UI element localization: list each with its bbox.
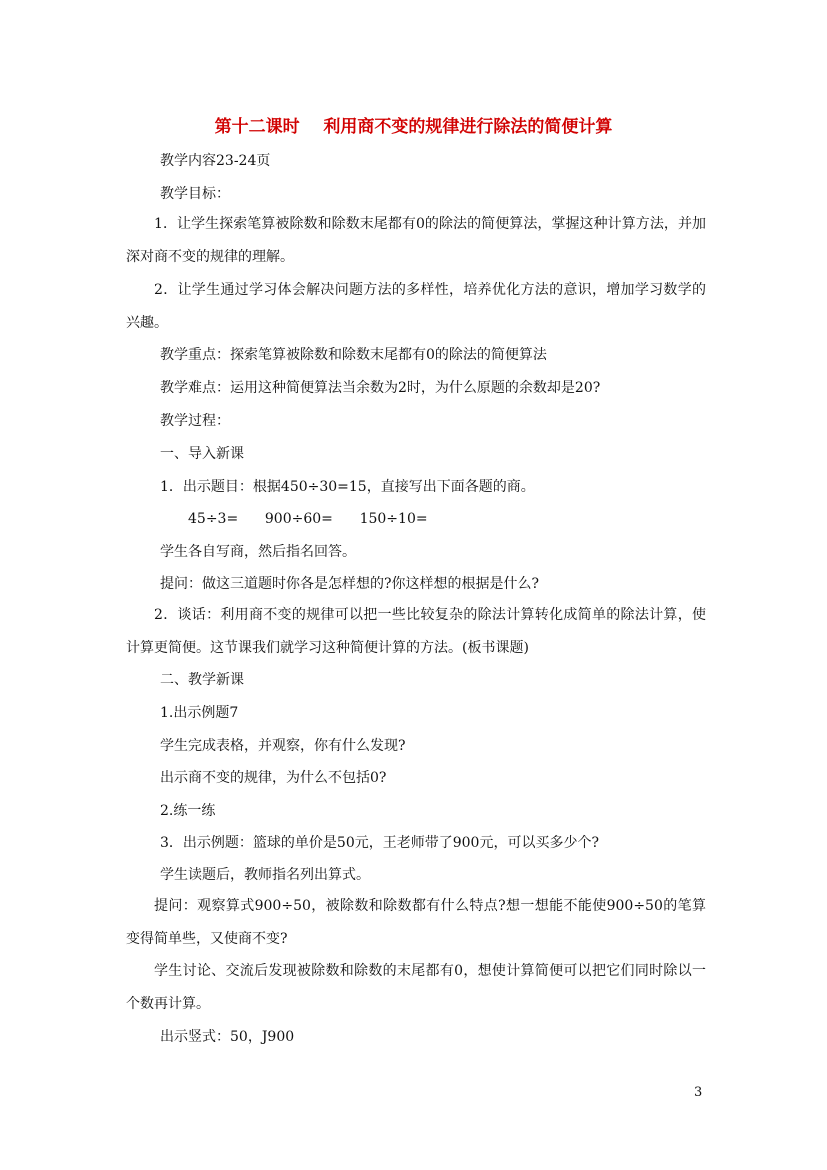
paragraph-difficulty: 教学难点：运用这种简便算法当余数为2时，为什么原题的余数却是20?: [160, 380, 601, 396]
paragraph-discussion: [126, 955, 706, 1021]
paragraph-students-write: 学生各自写商，然后指名回答。: [160, 544, 356, 560]
section-heading-1: 一、导入新课: [160, 446, 244, 462]
paragraph-rule: 出示商不变的规律，为什么不包括0?: [160, 770, 387, 786]
talk-text: 2．谈话：利用商不变的规律可以把一些比较复杂的除法计算转化成简单的除法计算，使计算更简便。这节课我们就学习这种简便计算的方法。(板书课题): [126, 607, 706, 656]
goal-2-text: 2．让学生通过学习体会解决问题方法的多样性，培养优化方法的意识，增加学习数学的兴趣。: [126, 282, 706, 331]
paragraph-talk: [126, 599, 706, 665]
paragraph-vertical-form: 出示竖式：50，J900: [160, 1029, 295, 1045]
paragraph-equations: 45÷3= 900÷60= 150÷10=: [188, 511, 428, 527]
page-number: 3: [694, 1085, 703, 1100]
paragraph-key-point: 教学重点：探索笔算被除数和除数末尾都有0的除法的简便算法: [160, 347, 547, 363]
paragraph-table: 学生完成表格，并观察，你有什么发现?: [160, 738, 406, 754]
paragraph-exercise-1: 1．出示题目：根据450÷30=15，直接写出下面各题的商。: [160, 479, 535, 495]
paragraph-question-1: 提问：做这三道题时你各是怎样想的?你这样想的根据是什么?: [160, 576, 540, 592]
paragraph-practice: 2.练一练: [160, 803, 216, 819]
paragraph-content: 教学内容23-24页: [160, 153, 271, 169]
paragraph-question-2: [126, 890, 706, 956]
paragraph-process: 教学过程：: [160, 413, 230, 429]
paragraph-goal-1: [126, 208, 706, 274]
goal-1-text: 1．让学生探索笔算被除数和除数末尾都有0的除法的简便算法，掌握这种计算方法，并加深对商不变的规律的理解。: [126, 216, 706, 265]
paragraph-goal-2: [126, 274, 706, 340]
section-heading-2: 二、教学新课: [160, 672, 244, 688]
lesson-title: 第十二课时 利用商不变的规律进行除法的简便计算: [214, 117, 613, 137]
paragraph-goals-heading: 教学目标：: [160, 186, 230, 202]
paragraph-example-7: 1.出示例题7: [160, 705, 239, 721]
paragraph-example-3: 3．出示例题：篮球的单价是50元，王老师带了900元，可以买多少个?: [160, 835, 599, 851]
discussion-text: 学生讨论、交流后发现被除数和除数的末尾都有0，想使计算简便可以把它们同时除以一个数再计算。: [126, 963, 706, 1012]
paragraph-students-read: 学生读题后，教师指名列出算式。: [160, 867, 370, 883]
question-2-text: 提问：观察算式900÷50，被除数和除数都有什么特点?想一想能不能使900÷50的笔算变得简单些，又使商不变?: [126, 898, 706, 947]
